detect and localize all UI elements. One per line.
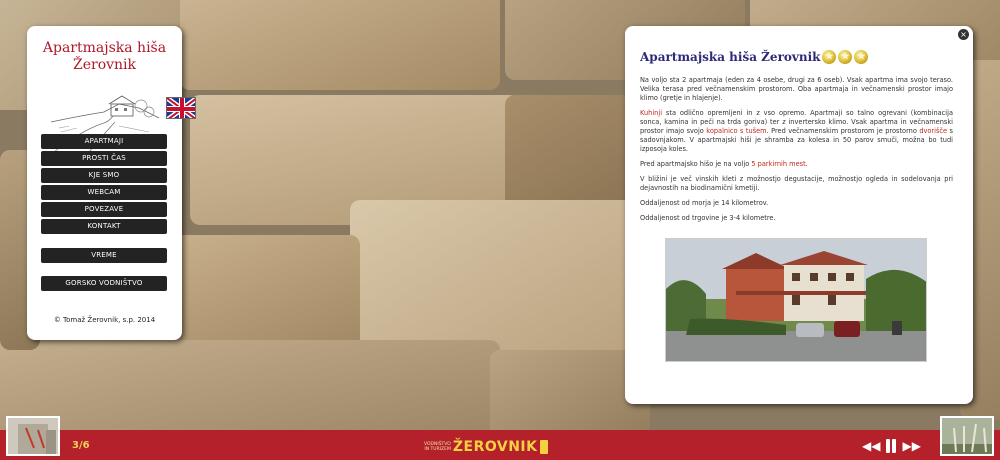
logo-subtitle: VODNIŠTVO IN TURIZEM (424, 442, 451, 452)
link-dvorisce[interactable]: dvorišče (919, 127, 948, 135)
menu-item-gorsko-vodnistvo[interactable]: GORSKO VODNIŠTVO (41, 276, 167, 291)
menu-item-apartmaji[interactable]: APARTMAJI (41, 134, 167, 149)
english-flag-icon[interactable] (166, 97, 196, 119)
main-menu (41, 134, 167, 236)
fast-forward-icon[interactable]: ▶▶ (902, 439, 921, 453)
next-slide-thumbnail[interactable] (940, 416, 994, 456)
logo-wordmark: ŽEROVNIK (452, 439, 538, 455)
menu-item-kje-smo[interactable]: KJE SMO (41, 168, 167, 183)
link-kuhinji[interactable]: Kuhinji (640, 109, 663, 117)
house-photo[interactable] (665, 238, 927, 362)
star-icon: ★ (854, 50, 868, 64)
copyright-text: © Tomaž Žerovnik, s.p. 2014 (53, 316, 156, 324)
content-panel (625, 26, 973, 404)
menu-item-vreme[interactable]: VREME (41, 248, 167, 263)
slide-counter: 3/6 (72, 440, 90, 451)
menu-item-webcam[interactable]: WEBCAM (41, 185, 167, 200)
link-parking[interactable]: 5 parkirnih mest (751, 160, 806, 168)
page-title (640, 50, 868, 64)
logo-mark-icon (540, 440, 548, 454)
zerovnik-logo[interactable] (424, 437, 548, 457)
weather-menu (41, 248, 167, 265)
site-title[interactable]: Apartmajska hiša Žerovnik (42, 40, 167, 73)
paragraph-equipment: Kuhinji sta odlično opremljeni in z vso opremo. Apartmaji so talno ogrevani (kombinacija sonca, kamina in peči na trda goriva) ter z invertersko klimo. Vsak apartma in večnamenski prostor imajo svojo kopalnico s tušem. Pred večnamenskim prostorom je prostorno dvorišče s sadovnjakom. V apartmajski hiši je shramba za kolesa in 50 parov smuči, možna bo tudi izposoja koles. (640, 109, 953, 153)
close-icon[interactable]: × (958, 29, 969, 40)
previous-slide-thumbnail[interactable] (6, 416, 60, 456)
paragraph-wine: V bližini je več vinskih kleti z možnostjo degustacije, možnostjo ogleda in sodelovanja pri dejavnostih na biodinamični kmetiji. (640, 175, 953, 192)
star-icon: ★ (822, 50, 836, 64)
menu-item-prosti-cas[interactable]: PROSTI ČAS (41, 151, 167, 166)
pause-icon[interactable] (886, 439, 896, 453)
menu-item-povezave[interactable]: POVEZAVE (41, 202, 167, 217)
page-title-text: Apartmajska hiša Žerovnik (640, 50, 821, 64)
paragraph-parking: Pred apartmajsko hišo je na voljo 5 parkirnih mest. (640, 160, 808, 168)
rewind-icon[interactable]: ◀◀ (862, 439, 881, 453)
paragraph-shop-distance: Oddaljenost od trgovine je 3-4 kilometre. (640, 214, 776, 222)
description-text (640, 76, 953, 229)
paragraph-sea-distance: Oddaljenost od morja je 14 kilometrov. (640, 199, 769, 207)
slideshow-controls (862, 439, 921, 453)
mountain-guide-menu (41, 276, 167, 293)
link-kopalnica[interactable]: kopalnico s tušem (706, 127, 767, 135)
menu-item-kontakt[interactable]: KONTAKT (41, 219, 167, 234)
star-icon: ★ (838, 50, 852, 64)
paragraph-apartments: Na voljo sta 2 apartmaja (eden za 4 osebe, drugi za 6 oseb). Vsak apartma ima svojo teraso. Velika terasa pred večnamenskim prostorom. Oba apartmaja in večnamenski prostor imajo klimo (gretje in hlajenje). (640, 76, 953, 102)
navigation-panel (27, 26, 182, 340)
